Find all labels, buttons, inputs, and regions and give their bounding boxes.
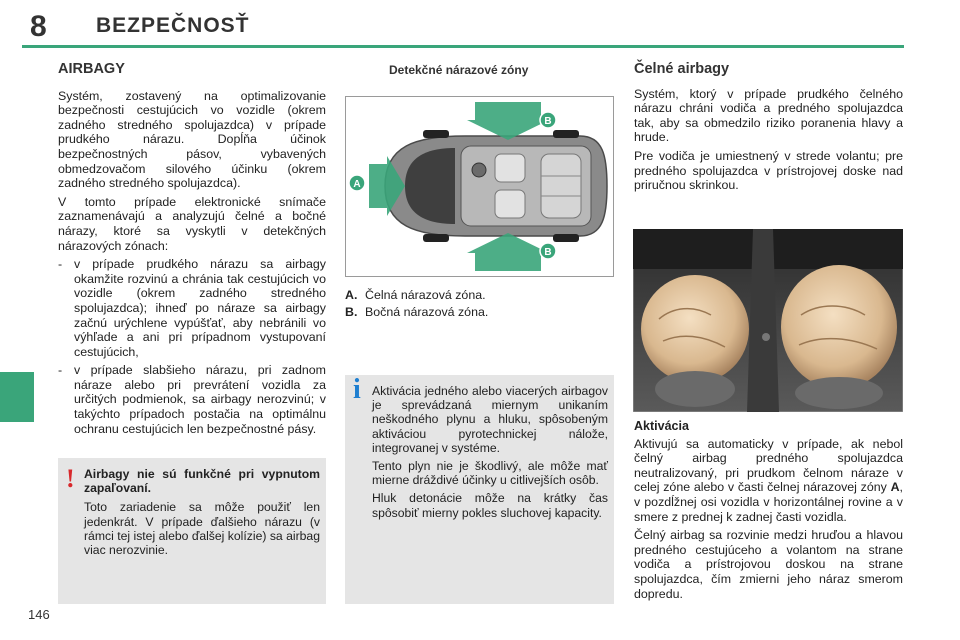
zone-diagram-title: Detekčné nárazové zóny [389, 63, 529, 77]
list-dash: - [58, 363, 63, 378]
list-item [58, 257, 326, 359]
warning-text: Toto zariadenie sa môže použiť len jedenkrát. V prípade ďalšieho nárazu (v rámci tej istej alebo ďalšej kolízie) sa airbag viac nerozvinie. [84, 500, 320, 558]
deployment-paragraph: Čelný airbag sa rozvinie medzi hruďou a hlavou predného cestujúceho a volantom na strane vodiča a prístrojovou doskou na strane spolujazdca, čím zmierni jeho náraz smerom dopredu. [634, 528, 903, 601]
car-top-view [385, 130, 607, 242]
info-paragraph: Aktivácia jedného alebo viacerých airbagov je sprevádzaná miernym unikaním neškodného plynu a hluku, spôsobeným aktiváciou pyrotechnickej nálože, integrovanej v systéme. [372, 384, 608, 455]
zone-b-marker-label: B [544, 247, 552, 258]
legend-text: Čelná nárazová zóna. [365, 288, 486, 302]
info-box [345, 375, 614, 604]
frontal-intro-paragraph: Systém, ktorý v prípade prudkého čelného nárazu chráni vodiča a predného spolujazdca tak, aby sa obmedzilo riziko poranenia hlavy a hrude. [634, 86, 903, 145]
activation-title: Aktivácia [634, 419, 689, 433]
page-number: 146 [28, 607, 50, 622]
header-rule [22, 45, 904, 48]
zone-b-marker-top [540, 112, 556, 128]
zone-a-marker [349, 175, 365, 191]
activation-paragraph [634, 437, 903, 525]
impact-zones-diagram [345, 96, 614, 277]
frontal-location-paragraph: Pre vodiča je umiestnený v strede volantu; pre predného spolujazdca v prístrojovej doske nad priručnou skrinkou. [634, 148, 903, 193]
section-title-frontal-airbags: Čelné airbagy [634, 61, 730, 77]
list-dash: - [58, 257, 63, 272]
legend-label: A. [345, 288, 358, 302]
list-item-text: v prípade prudkého nárazu sa airbagy okamžite rozvinú a chránia tak cestujúcich vo vozidle (okrem zadného stredného spolujazdca); ihneď po náraze sa airbagy začnú urýchlene vypúšťať, aby nebránili vo výhľade a ani pri prípadnom vystupovaní cestujúcich, [74, 257, 326, 359]
list-item [58, 363, 326, 436]
sensors-paragraph: V tomto prípade elektronické snímače zaznamenávajú a analyzujú čelné a bočné nárazy, ktoré sa vyskytli v detekčných nárazových zónach: [58, 194, 326, 253]
list-item-text: v prípade slabšieho nárazu, pri zadnom náraze alebo pri prevrátení vozidla za určitých podmienok, sa airbagy nerozvinú; v takýchto prípadoch postačia na optimálnu ochranu cestujúcich len bezpečnostné pásy. [74, 363, 326, 436]
section-title-airbags: AIRBAGY [58, 61, 125, 77]
intro-paragraph: Systém, zostavený na optimalizovanie bezpečnosti cestujúcich vo vozidle (okrem zadného stredného spolujazdca) v prípade prudkého nárazu. Dopĺňa účinok bezpečnostných pásov, vybavených obmedzovačom silového účinku (okrem zadného stredného spolujazdca). [58, 88, 326, 191]
driver-airbag [641, 275, 749, 407]
legend-item [345, 304, 488, 321]
legend-label: B. [345, 305, 358, 319]
info-paragraph: Hluk detonácie môže na krátky čas spôsobiť mierny pokles sluchovej kapacity. [372, 491, 608, 520]
zone-b-marker-label: B [544, 116, 552, 127]
warning-bold-text: Airbagy nie sú funkčné pri vypnutom zapaľovaní. [84, 467, 320, 496]
passenger-airbag [781, 265, 897, 409]
activation-text-start: Aktivujú sa automaticky v prípade, ak nebol čelný airbag predného spolujazdca neutralizovaný, pri prudkom čelnom náraze v celej zóne alebo v časti čelnej nárazovej zóny [634, 436, 903, 495]
right-column-bottom [634, 419, 903, 605]
right-column-top [634, 62, 903, 197]
activation-text-end: , v pozdĺžnej osi vozidla v horizontálnej rovine a v smere z prednej k zadnej časti vozidla. [634, 480, 903, 524]
frontal-airbags-illustration [633, 229, 903, 412]
zone-a-marker-label: A [353, 179, 361, 190]
legend-text: Bočná nárazová zóna. [365, 305, 489, 319]
left-column [58, 62, 326, 440]
info-icon: i [353, 374, 361, 405]
warning-box [58, 458, 326, 604]
chapter-side-tab [0, 372, 34, 422]
zone-a-reference: A [890, 480, 900, 495]
chapter-number: 8 [30, 10, 47, 43]
zone-b-marker-bottom [540, 243, 556, 259]
info-paragraph: Tento plyn nie je škodlivý, ale môže mať mierne dráždivé účinky u citlivejších osôb. [372, 459, 608, 488]
chapter-title: BEZPEČNOSŤ [96, 14, 250, 37]
zone-legend [345, 287, 488, 321]
legend-item [345, 287, 488, 304]
warning-icon: ! [66, 464, 75, 493]
